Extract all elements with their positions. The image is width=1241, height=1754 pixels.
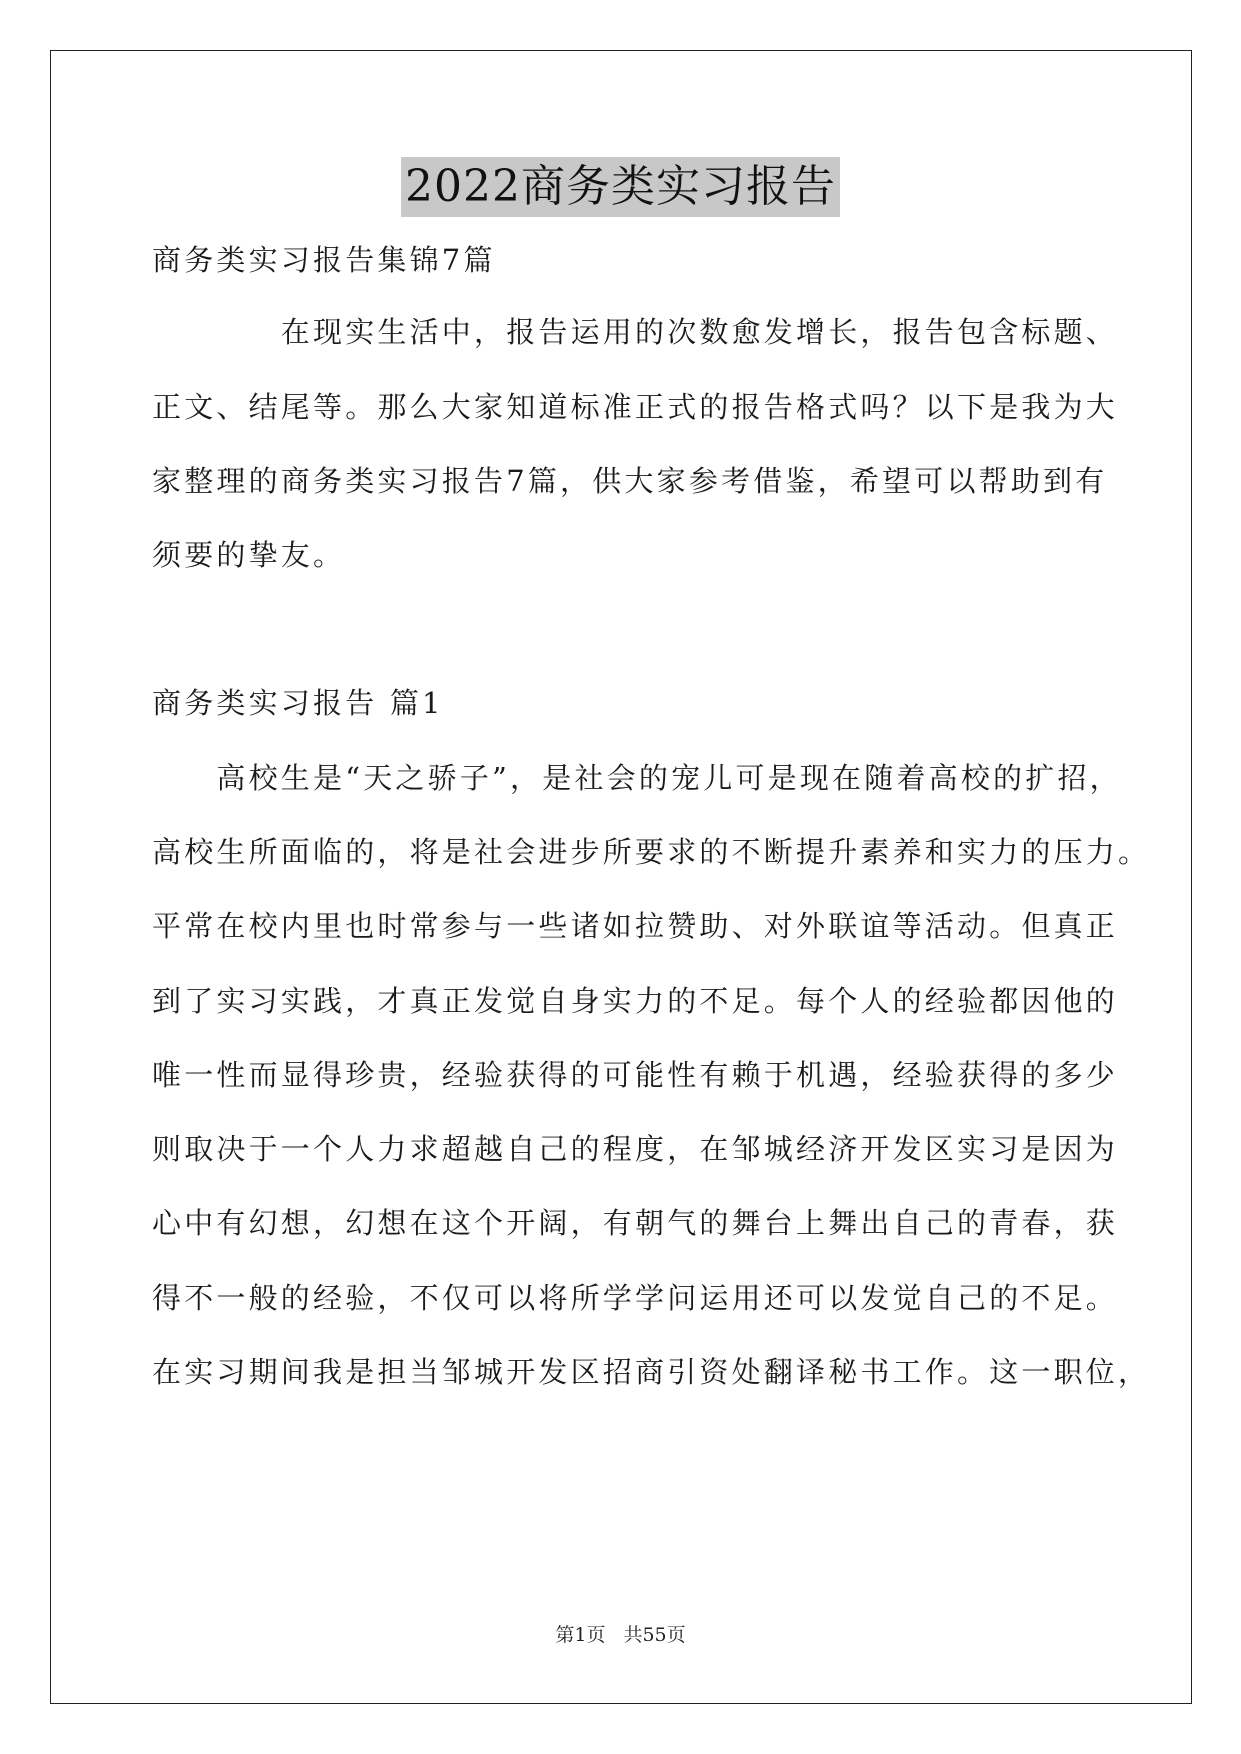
paragraph-line: 平常在校内里也时常参与一些诸如拉赞助、对外联谊等活动。但真正 (152, 909, 1119, 943)
paragraph-line: 在现实生活中，报告运用的次数愈发增长，报告包含标题、 (152, 315, 1119, 349)
paragraph-line: 唯一性而显得珍贵，经验获得的可能性有赖于机遇，经验获得的多少 (152, 1058, 1119, 1092)
paragraph-line: 在实习期间我是担当邹城开发区招商引资处翻译秘书工作。这一职位， (152, 1355, 1151, 1389)
subtitle-line: 商务类实习报告集锦7篇 (152, 243, 496, 277)
paragraph-line: 家整理的商务类实习报告7篇，供大家参考借鉴，希望可以帮助到有 (152, 464, 1108, 498)
page-number: 第1页 (555, 1624, 606, 1646)
paragraph-line: 心中有幻想，幻想在这个开阔，有朝气的舞台上舞出自己的青春，获 (152, 1206, 1119, 1240)
page-total: 共55页 (623, 1624, 686, 1646)
paragraph-line: 高校生是“天之骄子”，是社会的宠儿可是现在随着高校的扩招， (152, 761, 1122, 795)
paragraph-line: 到了实习实践，才真正发觉自身实力的不足。每个人的经验都因他的 (152, 984, 1119, 1018)
page-footer (0, 1620, 1241, 1647)
paragraph-line: 高校生所面临的，将是社会进步所要求的不断提升素养和实力的压力。 (152, 835, 1151, 869)
page-border (50, 50, 1192, 1704)
paragraph-line: 得不一般的经验，不仅可以将所学学问运用还可以发觉自己的不足。 (152, 1281, 1119, 1315)
paragraph-line: 则取决于一个人力求超越自己的程度，在邹城经济开发区实习是因为 (152, 1132, 1119, 1166)
paragraph-line: 正文、结尾等。那么大家知道标准正式的报告格式吗？以下是我为大 (152, 390, 1119, 424)
document-title: 2022商务类实习报告 (401, 157, 840, 217)
section-heading: 商务类实习报告 篇1 (152, 686, 444, 720)
paragraph-line: 须要的挚友。 (152, 538, 346, 572)
title-wrap (0, 157, 1241, 217)
